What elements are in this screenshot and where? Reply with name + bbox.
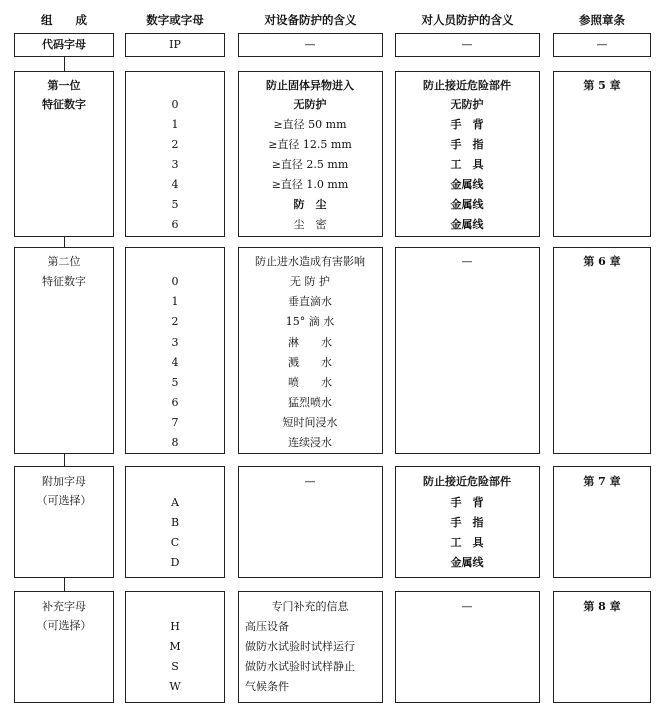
second-equipment-2: 15° 滴 水: [285, 315, 335, 328]
second-equipment-4: 溅 水: [288, 356, 332, 369]
first-digit-box: [125, 71, 225, 237]
supplementary-equipment-0: 高压设备: [245, 620, 289, 633]
second-person-value: —: [461, 255, 473, 268]
supplementary-equipment-1: 做防水试验时试样运行: [245, 640, 355, 653]
first-group-label-2: 特征数字: [42, 98, 86, 111]
first-person-3: 工 具: [450, 158, 484, 171]
additional-person-0: 手 背: [450, 496, 484, 509]
first-equipment-1: ≥直径 50 mm: [273, 118, 347, 131]
first-equipment-5: 防 尘: [293, 198, 327, 211]
supplementary-equipment-2: 做防水试验时试样静止: [245, 660, 355, 673]
first-digit-5: 5: [171, 198, 179, 211]
second-digit-8: 8: [171, 436, 179, 449]
first-digit-4: 4: [171, 178, 179, 191]
first-person-box: [395, 71, 540, 237]
code-group-label: 代码字母: [42, 38, 86, 51]
second-digit-7: 7: [171, 416, 179, 429]
supplementary-group-label-2: （可选择）: [36, 619, 92, 632]
second-ref-box: [553, 247, 651, 454]
first-digit-3: 3: [171, 158, 179, 171]
second-equipment-7: 短时间浸水: [282, 416, 338, 429]
first-equipment-2: ≥直径 12.5 mm: [268, 138, 352, 151]
second-equipment-0: 无 防 护: [290, 275, 330, 288]
second-digit-2: 2: [171, 315, 179, 328]
first-group-box: [14, 71, 114, 237]
second-equipment-title: 防止进水造成有害影响: [255, 255, 365, 268]
second-ref: 第 6 章: [583, 255, 621, 268]
supplementary-digit-2: S: [171, 660, 179, 673]
second-equipment-5: 喷 水: [288, 376, 332, 389]
first-equipment-3: ≥直径 2.5 mm: [271, 158, 349, 171]
code-digit-value: IP: [169, 38, 181, 51]
first-equipment-4: ≥直径 1.0 mm: [271, 178, 349, 191]
additional-digit-0: A: [171, 496, 179, 509]
first-person-0: 无防护: [450, 98, 484, 111]
second-person-box: [395, 247, 540, 454]
supplementary-digit-1: M: [169, 640, 181, 653]
supplementary-person-value: —: [461, 600, 473, 613]
supplementary-equipment-title: 专门补充的信息: [271, 600, 349, 613]
second-equipment-3: 淋 水: [288, 336, 332, 349]
additional-group-label-2: （可选择）: [36, 494, 92, 507]
additional-person-2: 工 具: [450, 536, 484, 549]
additional-person-title: 防止接近危险部件: [423, 475, 511, 488]
first-person-title: 防止接近危险部件: [423, 79, 511, 92]
additional-digit-1: B: [170, 516, 180, 529]
second-group-label-1: 第二位: [47, 255, 81, 268]
second-equipment-8: 连续浸水: [288, 436, 332, 449]
first-digit-1: 1: [171, 118, 179, 131]
first-ref: 第 5 章: [583, 79, 621, 92]
second-digit-0: 0: [171, 275, 179, 288]
second-digit-1: 1: [171, 295, 179, 308]
supplementary-digit-0: H: [170, 620, 180, 633]
first-person-4: 金属线: [450, 178, 484, 191]
first-group-label-1: 第一位: [47, 79, 81, 92]
additional-ref: 第 7 章: [583, 475, 621, 488]
second-digit-4: 4: [171, 356, 179, 369]
first-ref-box: [553, 71, 651, 237]
first-person-6: 金属线: [450, 218, 484, 231]
additional-person-3: 金属线: [450, 556, 484, 569]
additional-digit-2: C: [170, 536, 180, 549]
code-person-value: —: [461, 38, 473, 51]
second-digit-3: 3: [171, 336, 179, 349]
code-ref-value: —: [596, 38, 608, 51]
header-group: 组 成: [41, 13, 87, 27]
header-equipment: 对设备防护的含义: [264, 13, 357, 27]
first-equipment-6: 尘 密: [293, 218, 327, 231]
second-digit-6: 6: [171, 396, 179, 409]
header-person: 对人员防护的含义: [421, 13, 514, 27]
first-equipment-title: 防止固体异物进入: [266, 79, 354, 92]
additional-person-1: 手 指: [450, 516, 484, 529]
header-ref: 参照章条: [579, 13, 625, 27]
first-digit-6: 6: [171, 218, 179, 231]
first-equipment-0: 无防护: [293, 98, 327, 111]
additional-equipment-value: —: [304, 475, 316, 488]
code-equipment-value: —: [304, 38, 316, 51]
second-digit-5: 5: [171, 376, 179, 389]
additional-digit-3: D: [170, 556, 180, 569]
first-person-2: 手 指: [450, 138, 484, 151]
supplementary-ref: 第 8 章: [583, 600, 621, 613]
supplementary-digit-3: W: [169, 680, 181, 693]
second-group-label-2: 特征数字: [42, 275, 86, 288]
first-person-1: 手 背: [450, 118, 484, 131]
additional-group-label-1: 附加字母: [42, 475, 86, 488]
second-equipment-1: 垂直滴水: [288, 295, 332, 308]
first-equipment-box: [238, 71, 383, 237]
second-equipment-6: 猛烈喷水: [288, 396, 332, 409]
supplementary-equipment-3: 气候条件: [245, 680, 289, 693]
first-person-5: 金属线: [450, 198, 484, 211]
first-digit-0: 0: [171, 98, 179, 111]
first-digit-2: 2: [171, 138, 179, 151]
header-digit: 数字或字母: [146, 13, 204, 27]
supplementary-group-label-1: 补充字母: [42, 600, 86, 613]
